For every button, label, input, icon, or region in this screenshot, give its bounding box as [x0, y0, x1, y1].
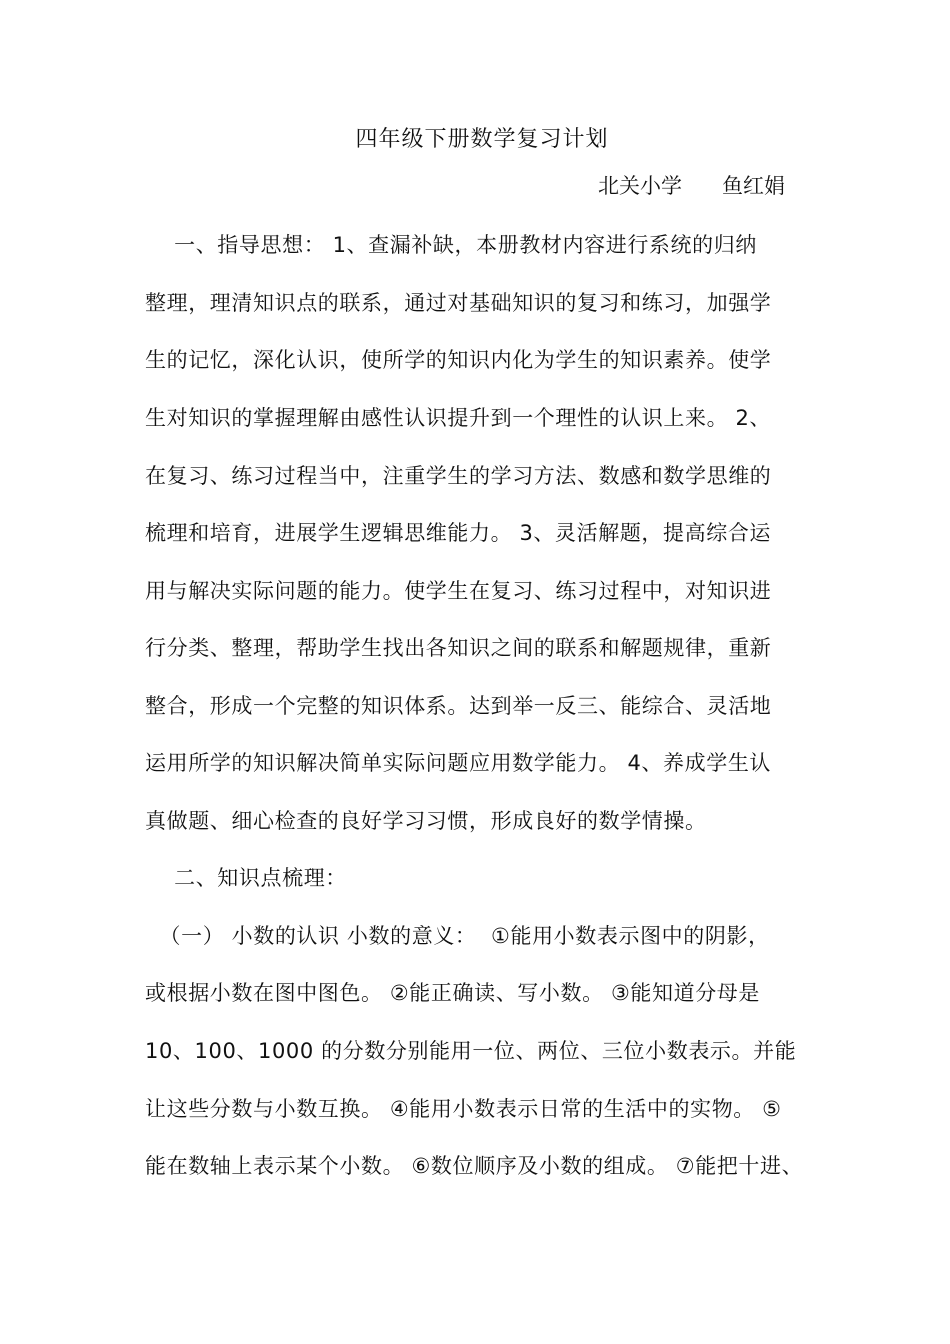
body-line: 行分类、整理，帮助学生找出各知识之间的联系和解题规律，重新: [145, 636, 772, 660]
body-line: 或根据小数在图中图色。 ②能正确读、写小数。 ③能知道分母是: [145, 981, 761, 1005]
body-line: 真做题、细心检查的良好学习习惯，形成良好的数学情操。: [145, 809, 707, 833]
body-line: 整理，理清知识点的联系，通过对基础知识的复习和练习，加强学: [145, 291, 772, 315]
document-author: 北关小学 鱼红娟: [598, 174, 786, 198]
body-line: 运用所学的知识解决简单实际问题应用数学能力。 4、养成学生认: [145, 751, 772, 775]
body-line: 一、指导思想： 1、查漏补缺，本册教材内容进行系统的归纳: [145, 233, 757, 257]
body-line: 梳理和培育，进展学生逻辑思维能力。 3、灵活解题，提高综合运: [145, 521, 772, 545]
body-line: 让这些分数与小数互换。 ④能用小数表示日常的生活中的实物。 ⑤: [145, 1097, 782, 1121]
body-line: 生的记忆，深化认识，使所学的知识内化为学生的知识素养。使学: [145, 348, 772, 372]
body-line: 能在数轴上表示某个小数。 ⑥数位顺序及小数的组成。 ⑦能把十进、: [145, 1154, 804, 1178]
body-line: （一） 小数的认识 小数的意义： ①能用小数表示图中的阴影，: [145, 924, 770, 948]
body-line: 在复习、练习过程当中，注重学生的学习方法、数感和数学思维的: [145, 464, 772, 488]
body-line: 生对知识的掌握理解由感性认识提升到一个理性的认识上来。 2、: [145, 406, 772, 430]
section-heading: 二、知识点梳理：: [145, 866, 347, 890]
document-title: 四年级下册数学复习计划: [355, 127, 609, 152]
body-line: 整合，形成一个完整的知识体系。达到举一反三、能综合、灵活地: [145, 694, 772, 718]
body-line: 10、100、1000 的分数分别能用一位、两位、三位小数表示。并能: [145, 1039, 797, 1063]
body-line: 用与解决实际问题的能力。使学生在复习、练习过程中，对知识进: [145, 579, 772, 603]
